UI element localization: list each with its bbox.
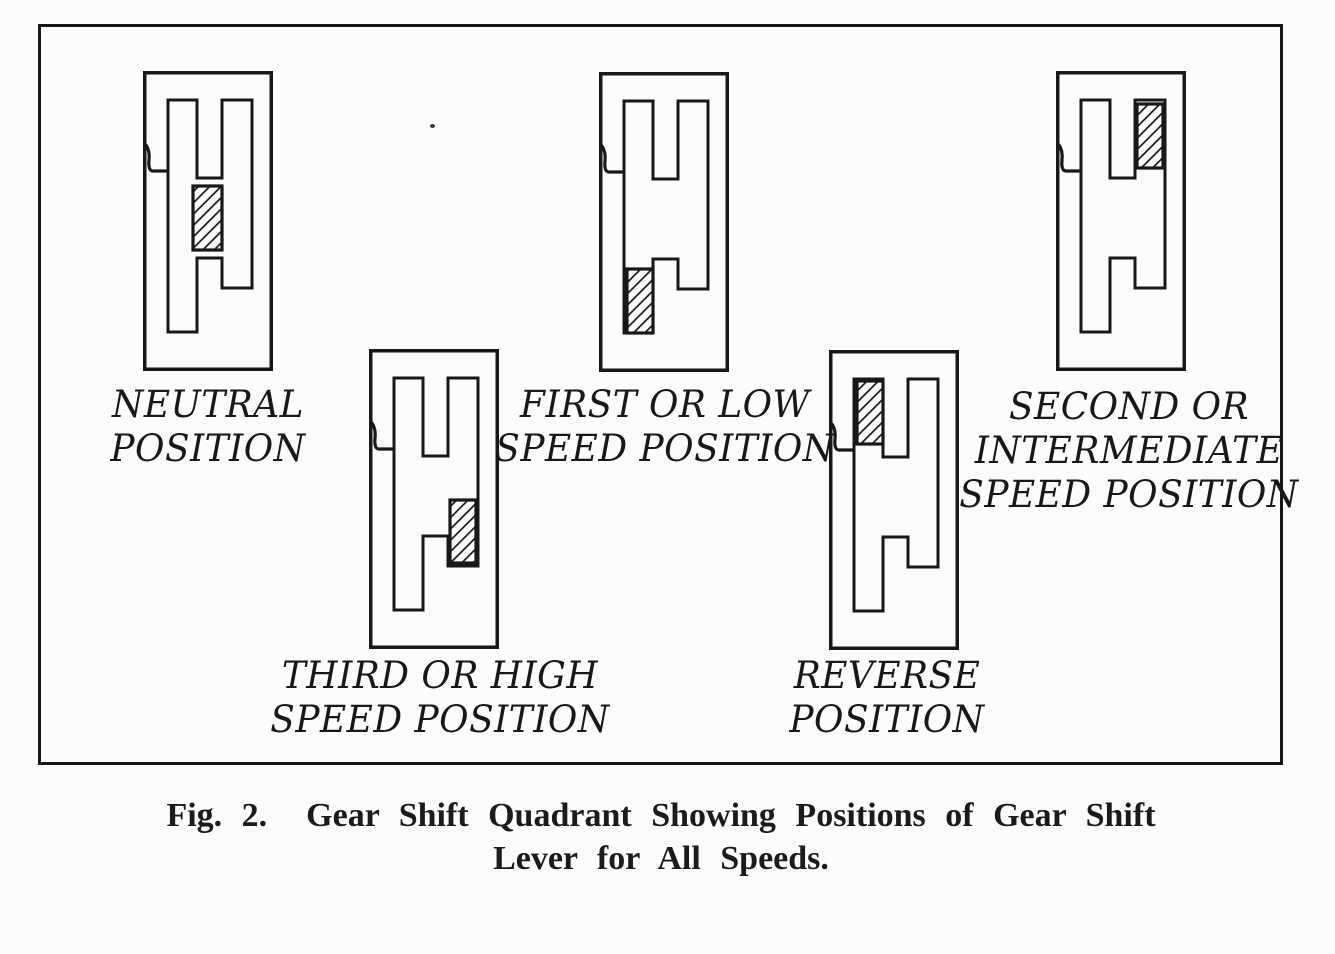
gate-diagram-second-intermediate [1056, 71, 1186, 371]
label-line: POSITION [110, 427, 306, 470]
caption-line-1: Fig. 2. Gear Shift Quadrant Showing Positions of Gear Shift [166, 797, 1156, 834]
label-line: SPEED POSITION [959, 473, 1299, 516]
gate-label-reverse [690, 654, 1084, 742]
label-line: FIRST OR LOW [520, 383, 810, 426]
gate-label-third-high [243, 654, 637, 742]
latch-hook-icon [1059, 145, 1079, 171]
label-line: SPEED POSITION [495, 427, 835, 470]
gate-figure-second-intermediate [1056, 71, 1186, 371]
label-line: POSITION [789, 698, 985, 741]
lever-position-block [450, 500, 476, 563]
gate-label-first-low [468, 383, 862, 471]
lever-position-block [1137, 104, 1163, 168]
caption-line-2: Lever for All Speeds. [493, 840, 829, 877]
label-line: SECOND OR [1008, 385, 1250, 428]
ink-speck [430, 124, 435, 128]
figure-caption [0, 794, 1322, 880]
latch-hook-icon [602, 146, 622, 172]
lever-position-block [193, 186, 222, 250]
gate-figure-neutral [143, 71, 273, 371]
gate-figure-first-low [599, 72, 729, 372]
label-line: REVERSE [793, 654, 981, 697]
gate-label-second-intermediate [932, 385, 1326, 517]
h-slot-outline [394, 378, 478, 610]
gate-label-neutral [14, 383, 402, 471]
label-line: THIRD OR HIGH [281, 654, 599, 697]
label-line: NEUTRAL [112, 383, 304, 426]
label-line: SPEED POSITION [270, 698, 610, 741]
lever-position-block [627, 269, 653, 333]
gate-diagram-first-low [599, 72, 729, 372]
label-line: INTERMEDIATE [974, 429, 1284, 472]
latch-hook-icon [146, 145, 166, 171]
gate-diagram-neutral [143, 71, 273, 371]
